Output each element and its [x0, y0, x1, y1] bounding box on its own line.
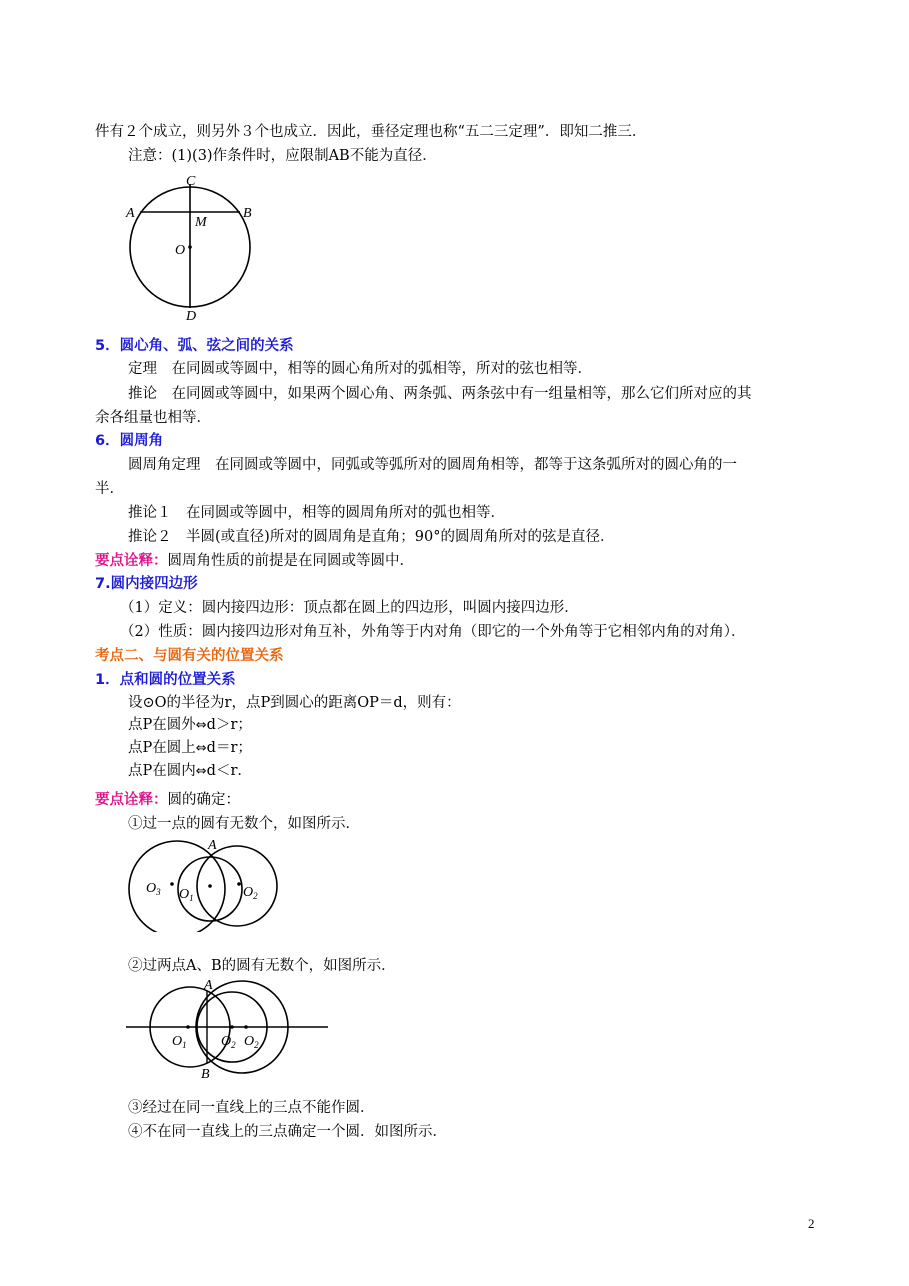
equivalence-icon: ⇔ — [195, 764, 207, 779]
label-o1: $O_1$ — [172, 1034, 187, 1050]
equivalence-icon: ⇔ — [195, 741, 207, 756]
text-line: 注意：(1)(3)作条件时，应限制AB不能为直径． — [128, 148, 437, 164]
section-title: 5．圆心角、弧、弦之间的关系 — [95, 338, 294, 354]
page-number: 2 — [808, 1216, 815, 1231]
label-c: C — [186, 174, 196, 189]
perpendicular-diameter-figure — [120, 172, 270, 324]
label-a: A — [208, 838, 217, 853]
label-o1: $O_1$ — [179, 887, 194, 903]
text-line: 半． — [95, 481, 124, 497]
text-line: 圆周角定理 在同圆或等圆中，同弧或等弧所对的圆周角相等，都等于这条弧所对的圆心角的一 — [128, 457, 737, 473]
text-line: 推论２ 半圆(或直径)所对的圆周角是直角；90°的圆周角所对的弦是直径． — [128, 529, 615, 545]
text-line: （1）定义：圆内接四边形：顶点都在圆上的四边形，叫圆内接四边形． — [120, 600, 579, 616]
text-line: 设⊙O的半径为r，点P到圆心的距离OP＝d，则有： — [128, 695, 461, 711]
text-line: 点P在圆内⇔d＜r． — [128, 763, 252, 779]
text-line: ①过一点的圆有无数个，如图所示． — [128, 816, 360, 832]
text-line: ④不在同一直线上的三点确定一个圆．如图所示． — [128, 1124, 447, 1140]
label-o: O — [175, 243, 186, 258]
section-title: 考点二、与圆有关的位置关系 — [95, 648, 284, 664]
text-line: ③经过在同一直线上的三点不能作圆． — [128, 1100, 375, 1116]
section-title: 6．圆周角 — [95, 433, 164, 449]
label-b: B — [201, 1067, 210, 1082]
text-line: 推论 在同圆或等圆中，如果两个圆心角、两条弧、两条弦中有一组量相等，那么它们所对应的其 — [128, 386, 752, 402]
note-text: 圆周角性质的前提是在同圆或等圆中． — [167, 553, 414, 569]
label-o3: $O_3$ — [146, 881, 161, 897]
label-a: A — [204, 978, 213, 993]
text-line: 点P在圆外⇔d＞r； — [128, 717, 252, 733]
note-label: 要点诠释： — [95, 553, 168, 569]
text-line: 件有２个成立，则另外３个也成立．因此，垂径定理也称“五二三定理”．即知二推三． — [95, 124, 647, 140]
text-line: （2）性质：圆内接四边形对角互补，外角等于内对角（即它的一个外角等于它相邻内角的对角）． — [120, 624, 746, 640]
label-a: A — [126, 206, 135, 221]
section-title: 7.圆内接四边形 — [95, 576, 198, 592]
circles-through-two-points-figure — [122, 974, 332, 1082]
note-label: 要点诠释： — [95, 792, 168, 808]
text-line: 推论１ 在同圆或等圆中，相等的圆周角所对的弧也相等． — [128, 505, 505, 521]
label-b: B — [243, 206, 252, 221]
label-d: D — [186, 309, 197, 324]
equivalence-icon: ⇔ — [195, 718, 207, 733]
label-o2: $O_2$ — [243, 885, 258, 901]
note-line — [95, 790, 240, 810]
text-line: 定理 在同圆或等圆中，相等的圆心角所对的弧相等，所对的弦也相等． — [128, 361, 592, 377]
text-line: 点P在圆上⇔d＝r； — [128, 740, 252, 756]
circles-through-one-point-figure — [122, 834, 282, 932]
section-title: 1．点和圆的位置关系 — [95, 672, 236, 688]
label-m: M — [195, 215, 207, 230]
text-line: ②过两点A、B的圆有无数个，如图所示． — [128, 958, 396, 974]
text-line: 余各组量也相等． — [95, 410, 211, 426]
note-text: 圆的确定： — [167, 792, 240, 808]
label-o3: $O_2$ — [244, 1034, 259, 1050]
label-o2: $O_2$ — [221, 1034, 236, 1050]
note-line — [95, 551, 414, 571]
